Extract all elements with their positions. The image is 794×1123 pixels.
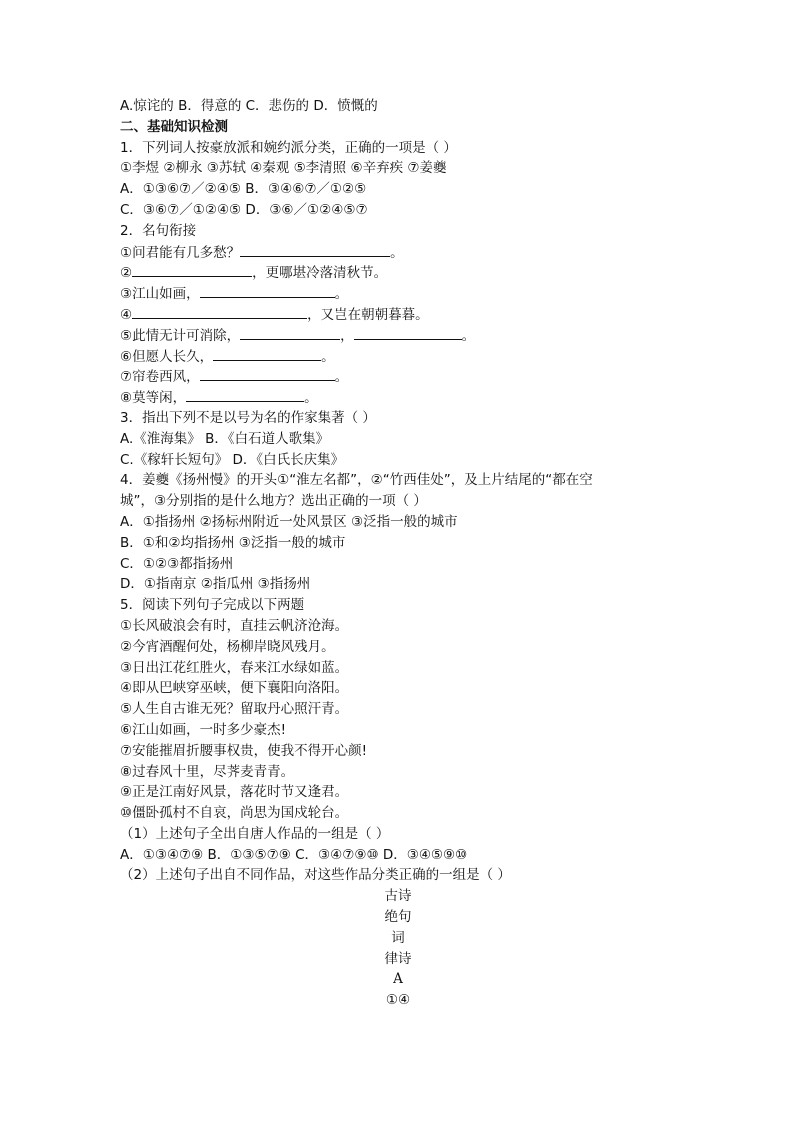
document-page (120, 96, 680, 1011)
answer-blank[interactable] (213, 346, 321, 361)
question-4-option-d: D．①指南京 ②指瓜州 ③指扬州 (120, 576, 311, 593)
fill-line-5 (120, 325, 680, 346)
question-3-options-cd: C.《稼轩长短句》 D．《白氏长庆集》 (120, 451, 345, 468)
answer-blank[interactable] (200, 366, 335, 381)
table-cell-ci: 词 (391, 929, 405, 946)
sentence-6: ⑥江山如画，一时多少豪杰! (120, 721, 287, 738)
fill-prompt: ①问君能有几多愁？ (120, 244, 241, 261)
fill-line-1 (120, 242, 680, 263)
poet-list: ①李煜 ②柳永 ③苏轼 ④秦观 ⑤李清照 ⑥辛弃疾 ⑦姜夔 (120, 160, 447, 177)
fill-prompt: ⑦帘卷西风， (120, 369, 200, 386)
question-4-option-c: C．①②③都指扬州 (120, 555, 234, 572)
fill-line-7 (120, 366, 680, 387)
punctuation: 。 (304, 390, 318, 407)
answer-blank[interactable] (354, 325, 462, 340)
question-3-options-ab: A.《淮海集》 B．《白石道人歌集》 (120, 430, 330, 447)
sentence-8: ⑧过春风十里，尽荠麦青青。 (120, 763, 295, 780)
question-3: 3．指出下列不是以号为名的作家集著（ ） (120, 409, 376, 426)
question-1: 1．下列词人按豪放派和婉约派分类，正确的一项是（ ） (120, 139, 457, 156)
fill-prompt: ④ (120, 306, 133, 323)
answer-blank[interactable] (132, 304, 307, 319)
subquestion-1-options: A．①③④⑦⑨ B．①③⑤⑦⑨ C．③④⑦⑨⑩ D．③④⑤⑨⑩ (120, 846, 468, 863)
question-4-line-2: 城”，③分别指的是什么地方？选出正确的一项（ ） (120, 493, 427, 510)
table-cell-a-values: ①④ (385, 992, 411, 1009)
sentence-1: ①长风破浪会有时，直挂云帆济沧海。 (120, 617, 349, 634)
sentence-5: ⑤人生自古谁无死？留取丹心照汗青。 (120, 701, 349, 718)
punctuation: 。 (390, 244, 404, 261)
sentence-4: ④即从巴峡穿巫峡，便下襄阳向洛阳。 (120, 680, 349, 697)
table-cell-quatrain: 绝句 (384, 909, 412, 926)
question-4-line-1: 4．姜夔《扬州慢》的开头①“淮左名都”，②“竹西佳处”，及上片结尾的“都在空 (120, 472, 593, 489)
answer-blank[interactable] (240, 242, 390, 257)
table-cell-regulated-verse: 律诗 (384, 950, 412, 967)
section-title: 二、基础知识检测 (120, 118, 228, 135)
sentence-7: ⑦安能摧眉折腰事权贵，使我不得开心颜! (120, 742, 368, 759)
fill-line-4 (120, 304, 680, 325)
question-1-options-ab: A．①③⑥⑦／②④⑤ B．③④⑥⑦／①②⑤ (120, 181, 367, 198)
subquestion-2: （2）上述句子出自不同作品，对这些作品分类正确的一组是（ ） (120, 867, 511, 884)
fill-prompt: ⑥但愿人长久， (120, 348, 214, 365)
answer-blank[interactable] (186, 387, 304, 402)
answer-blank[interactable] (132, 262, 252, 277)
fill-prompt: ⑤此情无计可消除， (120, 327, 241, 344)
sentence-10: ⑩僵卧孤村不自哀，尚思为国戍轮台。 (120, 805, 349, 822)
fill-line-2 (120, 262, 680, 283)
sentence-2: ②今宵酒醒何处，杨柳岸晓风残月。 (120, 638, 335, 655)
punctuation: 。 (461, 327, 476, 344)
sentence-3: ③日出江花红胜火，春来江水绿如蓝。 (120, 659, 349, 676)
fill-line-3 (120, 283, 680, 304)
classification-table-fragment (120, 886, 676, 1011)
fill-prompt: ③江山如画， (120, 286, 200, 303)
fill-prompt: ，更哪堪冷落清秋节。 (252, 265, 388, 282)
answer-blank[interactable] (240, 325, 340, 340)
question-4-option-a: A．①指扬州 ②扬标州附近一处风景区 ③泛指一般的城市 (120, 513, 458, 530)
fill-prompt: ⑧莫等闲， (120, 390, 187, 407)
punctuation: 。 (334, 286, 349, 303)
punctuation: ， (340, 327, 354, 344)
question-5: 5．阅读下列句子完成以下两题 (120, 597, 305, 614)
fill-line-8 (120, 387, 680, 408)
fill-line-6 (120, 346, 680, 367)
question-options-line: A.惊诧的 B．得意的 C．悲伤的 D．愤慨的 (120, 98, 378, 114)
question-2: 2．名句衔接 (120, 222, 197, 239)
question-1-options-cd: C．③⑥⑦／①②④⑤ D．③⑥／①②④⑤⑦ (120, 201, 368, 218)
fill-prompt: ② (120, 265, 133, 282)
answer-blank[interactable] (200, 283, 335, 298)
sentence-9: ⑨正是江南好风景，落花时节又逢君。 (120, 784, 349, 801)
subquestion-1: （1）上述句子全出自唐人作品的一组是（ ） (120, 825, 390, 842)
table-cell-option-a: A (393, 971, 403, 988)
question-4-option-b: B．①和②均指扬州 ③泛指一般的城市 (120, 534, 346, 551)
table-cell-ancient-poem: 古诗 (384, 888, 412, 905)
punctuation: 。 (321, 348, 335, 365)
fill-prompt: ，又岂在朝朝暮暮。 (307, 306, 429, 323)
punctuation: 。 (334, 369, 349, 386)
